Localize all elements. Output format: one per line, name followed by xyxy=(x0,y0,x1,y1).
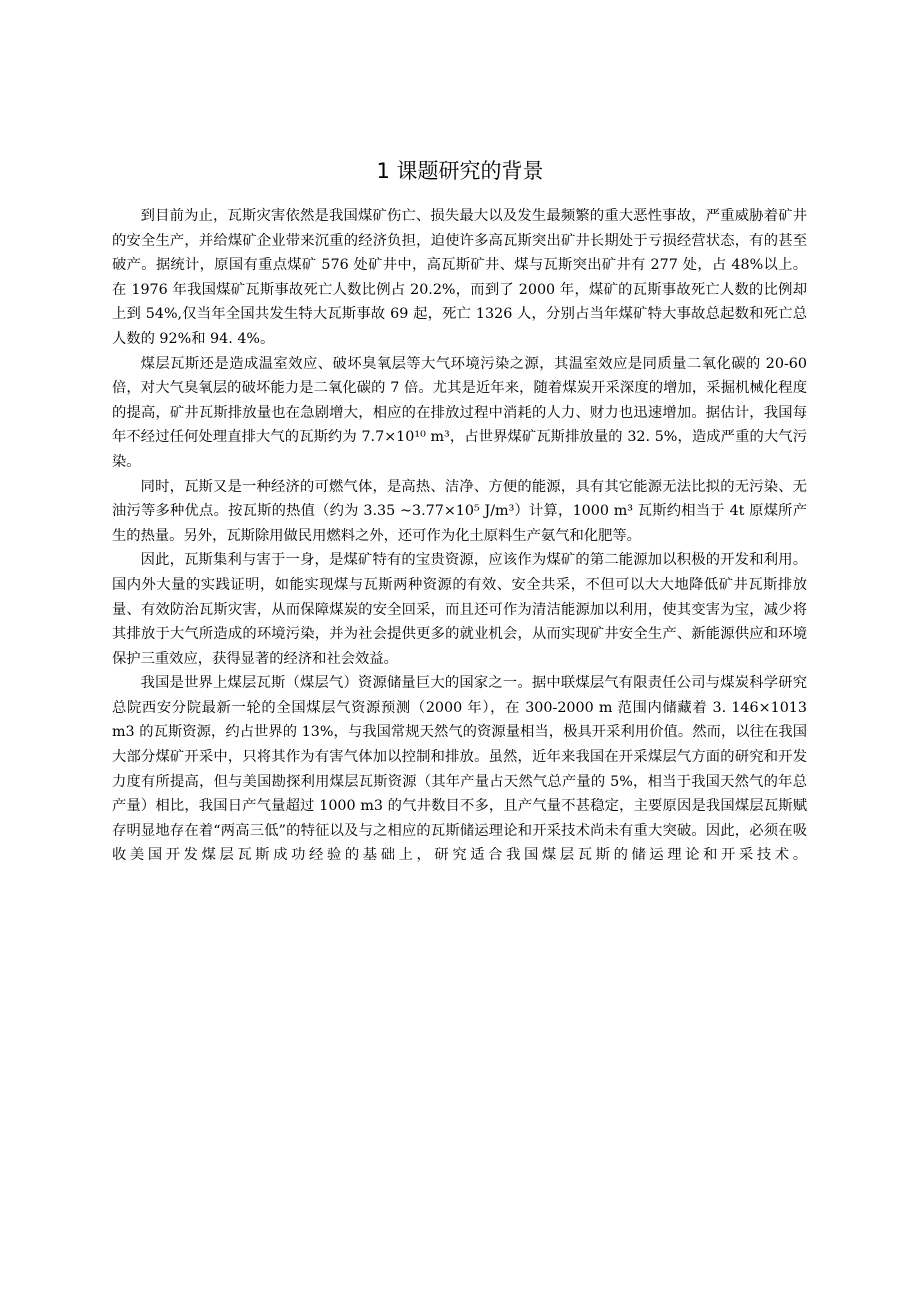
body-text xyxy=(112,204,807,868)
paragraph-environment: 煤层瓦斯还是造成温室效应、破坏臭氧层等大气环境污染之源，其温室效应是同质量二氧化碳的 20-60 倍，对大气臭氧层的破坏能力是二氧化碳的 7 倍。尤其是近年来，随着煤炭开采深度的增加，采掘机械化程度的提高，矿井瓦斯排放量也在急剧增大，相应的在排放过程中消耗的人力、财力也迅速增加。据估计，我国每年不经过任何处理直排大气的瓦斯约为 7.7×10¹⁰ m³，占世界煤矿瓦斯排放量的 32. 5%，造成严重的大气污染。 xyxy=(112,355,807,470)
paragraph-energy-value: 同时，瓦斯又是一种经济的可燃气体，是高热、洁净、方便的能源，具有其它能源无法比拟的无污染、无油污等多种优点。按瓦斯的热值（约为 3.35 ~3.77×10⁵ J/m³）计算，1000 m³ 瓦斯约相当于 4t 原煤所产生的热量。另外，瓦斯除用做民用燃料之外，还可作为化土原料生产氨气和化肥等。 xyxy=(112,478,807,544)
paragraph-national-reserves: 我国是世界上煤层瓦斯（煤层气）资源储量巨大的国家之一。据中联煤层气有限责任公司与煤炭科学研究总院西安分院最新一轮的全国煤层气资源预测（2000 年），在 300-2000 m 范围内储藏着 3. 146×1013 m3 的瓦斯资源，约占世界的 13%，与我国常规天然气的资源量相当，极具开采利用价值。然而，以往在我国大部分煤矿开采中，只将其作为有害气体加以控制和排放。虽然，近年来我国在开采煤层气方面的研究和开发力度有所提高，但与美国勘探利用煤层瓦斯资源（其年产量占天然气总产量的 5%，相当于我国天然气的年总产量）相比，我国日产气量超过 1000 m3 的气井数目不多，且产气量不甚稳定，主要原因是我国煤层瓦斯赋存明显地存在着“两高三低”的特征以及与之相应的瓦斯储运理论和开采技术尚未有重大突破。因此，必须在吸收美国开发煤层瓦斯成功经验的基础上，研究适合我国煤层瓦斯的储运理论和开采技术。 xyxy=(112,675,807,864)
paragraph-resource-utilization: 因此，瓦斯集利与害于一身，是煤矿特有的宝贵资源，应该作为煤矿的第二能源加以积极的开发和利用。国内外大量的实践证明，如能实现煤与瓦斯两种资源的有效、安全共采，不但可以大大地降低矿井瓦斯排放量、有效防治瓦斯灾害，从而保障煤炭的安全回采，而且还可作为清洁能源加以利用，使其变害为宝，减少将其排放于大气所造成的环境污染，并为社会提供更多的就业机会，从而实现矿井安全生产、新能源供应和环境保护三重效应，获得显著的经济和社会效益。 xyxy=(112,552,807,667)
section-title: 1 课题研究的背景 xyxy=(376,159,544,183)
paragraph-gas-disaster: 到目前为止，瓦斯灾害依然是我国煤矿伤亡、损失最大以及发生最频繁的重大恶性事故，严重威胁着矿井的安全生产，并给煤矿企业带来沉重的经济负担，迫使许多高瓦斯突出矿井长期处于亏损经营状态，有的甚至破产。据统计，原国有重点煤矿 576 处矿井中，高瓦斯矿井、煤与瓦斯突出矿井有 277 处，占 48%以上。在 1976 年我国煤矿瓦斯事故死亡人数比例占 20.2%，而到了 2000 年，煤矿的瓦斯事故死亡人数的比例却上到 54%,仅当年全国共发生特大瓦斯事故 69 起，死亡 1326 人，分别占当年煤矿特大事故总起数和死亡总人数的 92%和 94. 4%。 xyxy=(112,208,807,347)
